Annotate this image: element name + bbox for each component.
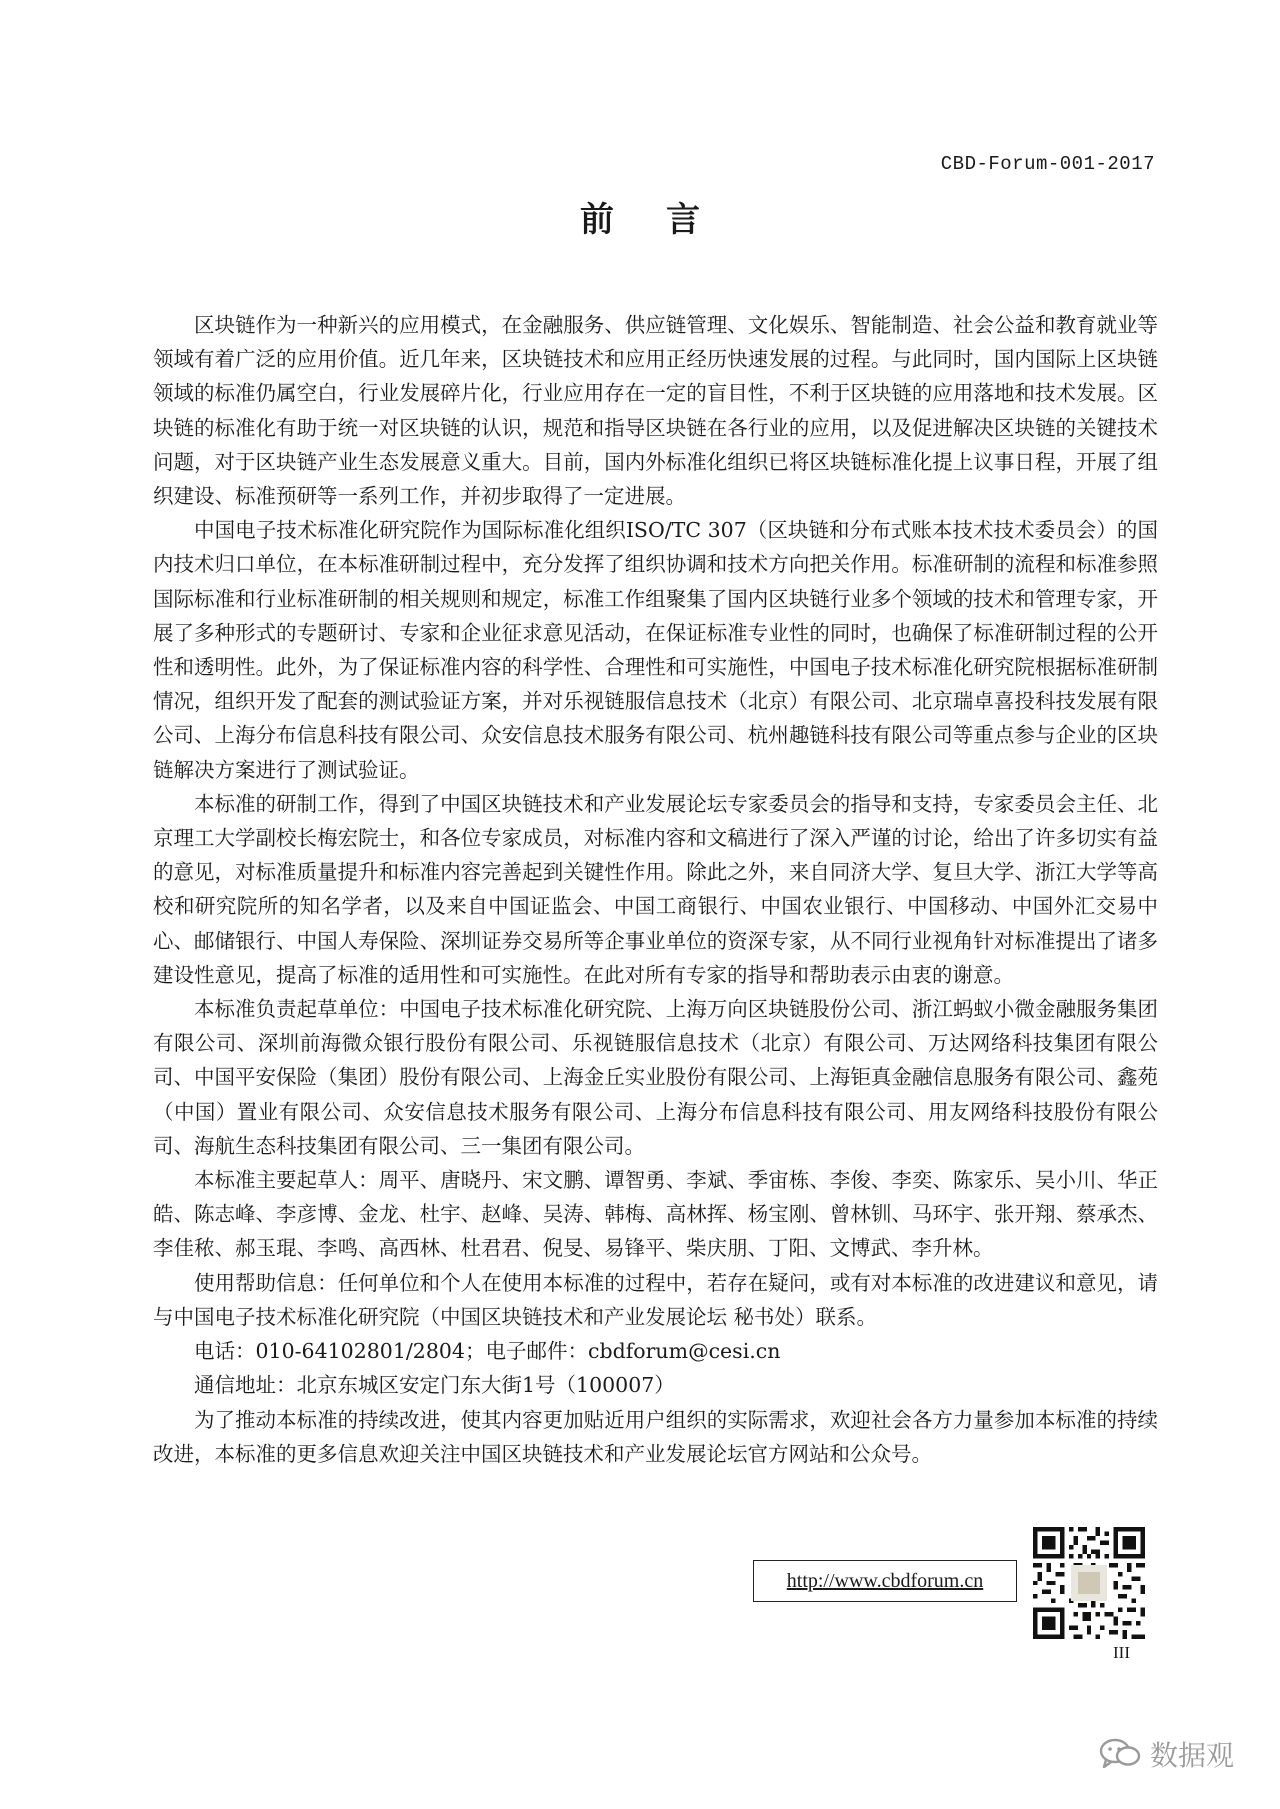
paragraph: 为了推动本标准的持续改进，使其内容更加贴近用户组织的实际需求，欢迎社会各方力量参加本标准的持续改进，本标准的更多信息欢迎关注中国区块链技术和产业发展论坛官方网站和公众号。 [153,1407,1158,1466]
paragraph: 中国电子技术标准化研究院作为国际标准化组织ISO/TC 307（区块链和分布式账本技术技术委员会）的国内技术归口单位，在本标准研制过程中，充分发挥了组织协调和技术方向把关作用。标准研制的流程和标准参照国际标准和行业标准研制的相关规则和规定，标准工作组聚集了国内区块链行业多个领域的技术和管理专家，开展了多种形式的专题研讨、专家和企业征求意见活动，在保证标准专业性的同时，也确保了标准研制过程的公开性和透明性。此外，为了保证标准内容的科学性、合理性和可实施性，中国电子技术标准化研究院根据标准研制情况，组织开发了配套的测试验证方案，并对乐视链服信息技术（北京）有限公司、北京瑞卓喜投科技发展有限公司、上海分布信息科技有限公司、众安信息技术服务有限公司、杭州趣链科技有限公司等重点参与企业的区块链解决方案进行了测试验证。 [153,518,1158,782]
paragraph: 本标准负责起草单位：中国电子技术标准化研究院、上海万向区块链股份公司、浙江蚂蚁小微金融服务集团有限公司、深圳前海微众银行股份有限公司、乐视链服信息技术（北京）有限公司、万达网络科技集团有限公司、中国平安保险（集团）股份有限公司、上海金丘实业股份有限公司、上海钜真金融信息服务有限公司、鑫苑（中国）置业有限公司、众安信息技术服务有限公司、上海分布信息科技有限公司、用友网络科技股份有限公司、海航生态科技集团有限公司、三一集团有限公司。 [153,997,1158,1158]
watermark-label: 数据观 [1150,1739,1235,1772]
page-title: 前言 [580,200,752,240]
preface-body [153,308,1158,1471]
contact-address: 通信地址：北京东城区安定门东大街1号（100007） [194,1373,675,1398]
wechat-icon [1098,1736,1142,1772]
document-code: CBD-Forum-001-2017 [940,153,1155,175]
paragraph: 本标准主要起草人：周平、唐晓丹、宋文鹏、谭智勇、李斌、季宙栋、李俊、李奕、陈家乐、吴小川、华正皓、陈志峰、李彦博、金龙、杜宇、赵峰、吴涛、韩梅、高林挥、杨宝刚、曾林钏、马环宇、张开翔、蔡承杰、李佳秾、郝玉琨、李鸣、高西林、杜君君、倪旻、易锋平、柴庆朋、丁阳、文博武、李升林。 [153,1168,1158,1261]
paragraph: 使用帮助信息：任何单位和个人在使用本标准的过程中，若存在疑问，或有对本标准的改进建议和意见，请与中国电子技术标准化研究院（中国区块链技术和产业发展论坛 秘书处）联系。 [153,1270,1158,1329]
qr-code [1033,1527,1145,1639]
watermark [1098,1734,1234,1774]
contact-phone-email: 电话：010-64102801/2804；电子邮件：cbdforum@cesi.cn [194,1339,781,1364]
website-link[interactable]: http://www.cbdforum.cn [753,1560,1017,1602]
paragraph: 本标准的研制工作，得到了中国区块链技术和产业发展论坛专家委员会的指导和支持，专家委员会主任、北京理工大学副校长梅宏院士，和各位专家成员，对标准内容和文稿进行了深入严谨的讨论，给出了许多切实有益的意见，对标准质量提升和标准内容完善起到关键性作用。除此之外，来自同济大学、复旦大学、浙江大学等高校和研究院所的知名学者，以及来自中国证监会、中国工商银行、中国农业银行、中国移动、中国外汇交易中心、邮储银行、中国人寿保险、深圳证券交易所等企事业单位的资深专家，从不同行业视角针对标准提出了诸多建设性意见，提高了标准的适用性和可实施性。在此对所有专家的指导和帮助表示由衷的谢意。 [153,791,1158,987]
page-number: III [1113,1643,1130,1662]
paragraph: 区块链作为一种新兴的应用模式，在金融服务、供应链管理、文化娱乐、智能制造、社会公益和教育就业等领域有着广泛的应用价值。近几年来，区块链技术和应用正经历快速发展的过程。与此同时，国内国际上区块链领域的标准仍属空白，行业发展碎片化，行业应用存在一定的盲目性，不利于区块链的应用落地和技术发展。区块链的标准化有助于统一对区块链的认识，规范和指导区块链在各行业的应用，以及促进解决区块链的关键技术问题，对于区块链产业生态发展意义重大。目前，国内外标准化组织已将区块链标准化提上议事日程，开展了组织建设、标准预研等一系列工作，并初步取得了一定进展。 [153,313,1158,509]
